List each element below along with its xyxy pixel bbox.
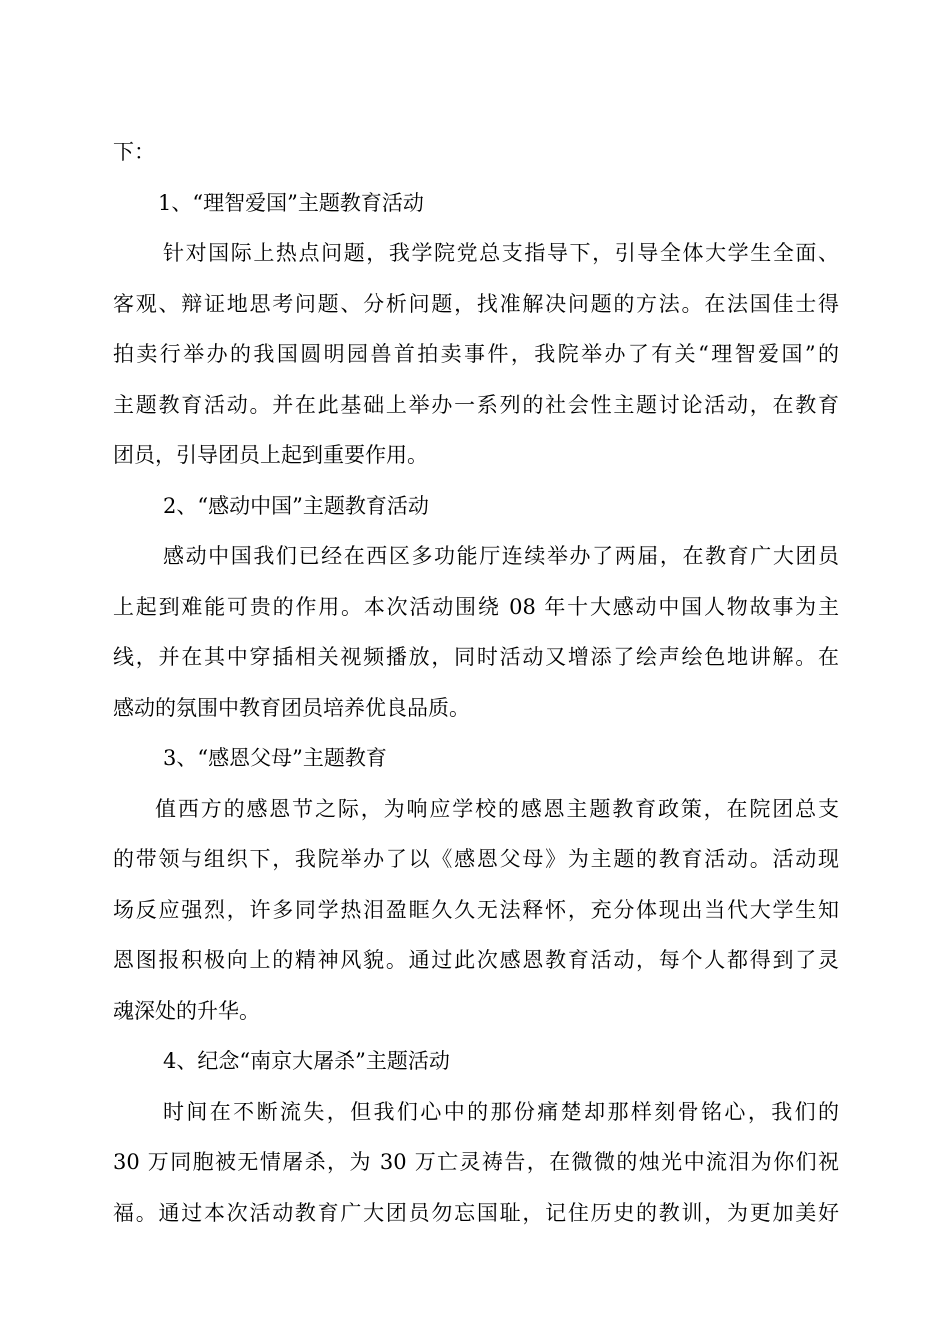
paragraph-line: 感动中国我们已经在西区多功能厅连续举办了两届，在教育广大团员 (163, 544, 839, 568)
paragraph-line: 值西方的感恩节之际，为响应学校的感恩主题教育政策，在院团总支 (155, 796, 839, 821)
paragraph-line: 针对国际上热点问题，我学院党总支指导下，引导全体大学生全面、 (163, 241, 839, 265)
document-body (113, 127, 839, 1238)
paragraph-line: 线，并在其中穿插相关视频播放，同时活动又增添了绘声绘色地讲解。在 (113, 645, 839, 669)
paragraph-line: 团员，引导团员上起到重要作用。 (113, 443, 428, 467)
paragraph-line: 的带领与组织下，我院举办了以《感恩父母》为主题的教育活动。活动现 (113, 847, 839, 871)
paragraph-line: 感动的氛围中教育团员培养优良品质。 (113, 695, 470, 720)
paragraph-line: 上起到难能可贵的作用。本次活动围绕 08 年十大感动中国人物故事为主 (113, 594, 839, 619)
section-heading-4: 4、纪念“南京大屠杀”主题活动 (163, 1049, 450, 1073)
paragraph-line: 主题教育活动。并在此基础上举办一系列的社会性主题讨论活动，在教育 (113, 392, 839, 417)
paragraph-line: 福。通过本次活动教育广大团员勿忘国耻，记住历史的教训，为更加美好 (113, 1200, 839, 1225)
paragraph-line: 魂深处的升华。 (113, 998, 260, 1023)
continuation-text: 下： (113, 140, 155, 164)
section-heading-2: 2、“感动中国”主题教育活动 (163, 493, 429, 518)
paragraph-line: 30 万同胞被无情屠杀，为 30 万亡灵祷告，在微微的烛光中流泪为你们祝 (113, 1150, 839, 1174)
paragraph-line: 拍卖行举办的我国圆明园兽首拍卖事件，我院举办了有关“理智爱国”的 (113, 342, 839, 366)
paragraph-line: 恩图报积极向上的精神风貌。通过此次感恩教育活动，每个人都得到了灵 (113, 948, 839, 972)
paragraph-line: 客观、辩证地思考问题、分析问题，找准解决问题的方法。在法国佳士得 (113, 291, 839, 316)
section-heading-3: 3、“感恩父母”主题教育 (163, 746, 387, 770)
paragraph-line: 时间在不断流失，但我们心中的那份痛楚却那样刻骨铭心，我们的 (163, 1099, 839, 1124)
paragraph-line: 场反应强烈，许多同学热泪盈眶久久无法释怀，充分体现出当代大学生知 (113, 897, 839, 922)
section-heading-1: 1、“理智爱国”主题教育活动 (158, 190, 424, 215)
